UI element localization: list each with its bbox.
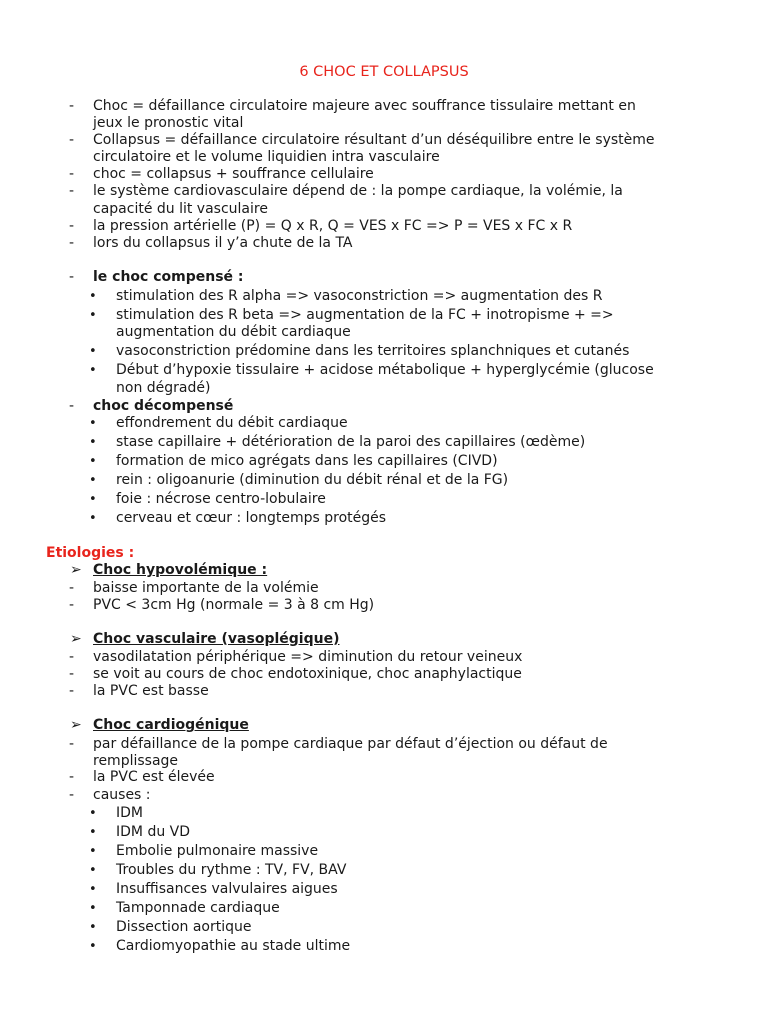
subsection-cardiogenique <box>0 717 768 734</box>
list-item <box>0 649 768 666</box>
bullet-text: IDM du VD <box>116 824 191 840</box>
list-item <box>0 683 768 700</box>
subsection-heading: Choc cardiogénique <box>93 717 249 733</box>
list-item-continuation <box>0 149 768 166</box>
list-item <box>0 597 768 614</box>
bullet-text: non dégradé) <box>116 380 211 396</box>
bullet-marker: • <box>89 289 97 304</box>
dash-marker: - <box>69 787 75 803</box>
bullet-marker: • <box>89 511 97 526</box>
bullet-marker: • <box>89 901 97 916</box>
subsection-hypovolemique <box>0 562 768 579</box>
bullet-item-continuation <box>0 324 768 341</box>
bullet-text: Insuffisances valvulaires aigues <box>116 881 338 897</box>
list-item <box>0 98 768 115</box>
bullet-text: Début d’hypoxie tissulaire + acidose métabolique + hyperglycémie (glucose <box>116 362 654 378</box>
bullet-marker: • <box>89 844 97 859</box>
bullet-marker: • <box>89 882 97 897</box>
section-heading: le choc compensé : <box>93 269 244 285</box>
list-item <box>0 183 768 200</box>
bullet-item <box>0 453 768 470</box>
dash-marker: - <box>69 132 75 148</box>
bullet-text: augmentation du débit cardiaque <box>116 324 351 340</box>
list-item-text: lors du collapsus il y’a chute de la TA <box>93 235 353 251</box>
list-item-text: capacité du lit vasculaire <box>93 201 268 217</box>
bullet-text: Dissection aortique <box>116 919 252 935</box>
list-item-text: la pression artérielle (P) = Q x R, Q = VES x FC => P = VES x FC x R <box>93 218 573 234</box>
subsection-vasculaire <box>0 631 768 648</box>
section-heading-decompense <box>0 398 768 415</box>
subsection-heading: Choc hypovolémique : <box>93 562 268 578</box>
list-item <box>0 666 768 683</box>
bullet-item <box>0 434 768 451</box>
bullet-text: stase capillaire + détérioration de la paroi des capillaires (œdème) <box>116 434 586 450</box>
bullet-item <box>0 824 768 841</box>
bullet-item <box>0 288 768 305</box>
list-item <box>0 736 768 753</box>
list-item <box>0 218 768 235</box>
dash-marker: - <box>69 580 75 596</box>
dash-marker: - <box>69 98 75 114</box>
bullet-item <box>0 415 768 432</box>
list-item-text: la PVC est basse <box>93 683 209 699</box>
list-item-text: PVC < 3cm Hg (normale = 3 à 8 cm Hg) <box>93 597 375 613</box>
dash-marker: - <box>69 218 75 234</box>
bullet-item <box>0 362 768 379</box>
bullet-text: foie : nécrose centro-lobulaire <box>116 491 326 507</box>
bullet-item-continuation <box>0 380 768 397</box>
bullet-item <box>0 938 768 955</box>
bullet-item <box>0 307 768 324</box>
list-item-text: vasodilatation périphérique => diminution du retour veineux <box>93 649 523 665</box>
bullet-text: vasoconstriction prédomine dans les territoires splanchniques et cutanés <box>116 343 630 359</box>
bullet-text: Embolie pulmonaire massive <box>116 843 319 859</box>
bullet-item <box>0 805 768 822</box>
bullet-marker: • <box>89 416 97 431</box>
subsection-heading: Choc vasculaire (vasoplégique) <box>93 631 340 647</box>
bullet-marker: • <box>89 939 97 954</box>
dash-marker: - <box>69 166 75 182</box>
list-item-text: jeux le pronostic vital <box>93 115 244 131</box>
dash-marker: - <box>69 736 75 752</box>
list-item <box>0 235 768 252</box>
dash-marker: - <box>69 597 75 613</box>
section-heading: choc décompensé <box>93 398 234 414</box>
list-item-text: circulatoire et le volume liquidien intra vasculaire <box>93 149 440 165</box>
list-item <box>0 132 768 149</box>
list-item-continuation <box>0 201 768 218</box>
list-item-text: la PVC est élevée <box>93 769 215 785</box>
list-item <box>0 769 768 786</box>
list-item-text: choc = collapsus + souffrance cellulaire <box>93 166 374 182</box>
dash-marker: - <box>69 769 75 785</box>
bullet-item <box>0 919 768 936</box>
bullet-marker: • <box>89 863 97 878</box>
etiologies-heading <box>0 545 768 562</box>
list-item-text: le système cardiovasculaire dépend de : la pompe cardiaque, la volémie, la <box>93 183 623 199</box>
list-item-text: Collapsus = défaillance circulatoire résultant d’un déséquilibre entre le système <box>93 132 655 148</box>
list-item <box>0 580 768 597</box>
dash-marker: - <box>69 235 75 251</box>
bullet-item <box>0 881 768 898</box>
bullet-item <box>0 843 768 860</box>
list-item <box>0 787 768 804</box>
bullet-marker: • <box>89 308 97 323</box>
list-item-continuation <box>0 753 768 770</box>
dash-marker: - <box>69 666 75 682</box>
bullet-marker: • <box>89 825 97 840</box>
etiologies-label: Etiologies : <box>46 545 135 561</box>
dash-marker: - <box>69 398 75 414</box>
bullet-marker: • <box>89 806 97 821</box>
page-title: 6 CHOC ET COLLAPSUS <box>299 64 469 80</box>
dash-marker: - <box>69 649 75 665</box>
bullet-marker: • <box>89 454 97 469</box>
bullet-marker: • <box>89 363 97 378</box>
list-item-text: causes : <box>93 787 151 803</box>
bullet-item <box>0 472 768 489</box>
bullet-item <box>0 343 768 360</box>
bullet-marker: • <box>89 435 97 450</box>
bullet-marker: • <box>89 344 97 359</box>
dash-marker: - <box>69 269 75 285</box>
bullet-marker: • <box>89 920 97 935</box>
arrow-bullet-icon: ➢ <box>70 717 82 733</box>
bullet-text: Troubles du rythme : TV, FV, BAV <box>116 862 347 878</box>
bullet-marker: • <box>89 473 97 488</box>
list-item-text: remplissage <box>93 753 179 769</box>
dash-marker: - <box>69 683 75 699</box>
bullet-text: effondrement du débit cardiaque <box>116 415 348 431</box>
bullet-text: stimulation des R alpha => vasoconstriction => augmentation des R <box>116 288 603 304</box>
bullet-text: formation de mico agrégats dans les capillaires (CIVD) <box>116 453 498 469</box>
bullet-item <box>0 862 768 879</box>
bullet-text: Cardiomyopathie au stade ultime <box>116 938 351 954</box>
bullet-text: cerveau et cœur : longtemps protégés <box>116 510 387 526</box>
bullet-text: rein : oligoanurie (diminution du débit rénal et de la FG) <box>116 472 509 488</box>
arrow-bullet-icon: ➢ <box>70 562 82 578</box>
list-item-text: Choc = défaillance circulatoire majeure avec souffrance tissulaire mettant en <box>93 98 636 114</box>
bullet-item <box>0 510 768 527</box>
bullet-item <box>0 491 768 508</box>
bullet-text: IDM <box>116 805 143 821</box>
list-item-text: par défaillance de la pompe cardiaque par défaut d’éjection ou défaut de <box>93 736 608 752</box>
list-item-text: se voit au cours de choc endotoxinique, choc anaphylactique <box>93 666 522 682</box>
bullet-marker: • <box>89 492 97 507</box>
section-heading-compense <box>0 269 768 286</box>
list-item <box>0 166 768 183</box>
arrow-bullet-icon: ➢ <box>70 631 82 647</box>
bullet-text: Tamponnade cardiaque <box>116 900 280 916</box>
bullet-item <box>0 900 768 917</box>
list-item-continuation <box>0 115 768 132</box>
list-item-text: baisse importante de la volémie <box>93 580 319 596</box>
dash-marker: - <box>69 183 75 199</box>
bullet-text: stimulation des R beta => augmentation de la FC + inotropisme + => <box>116 307 614 323</box>
